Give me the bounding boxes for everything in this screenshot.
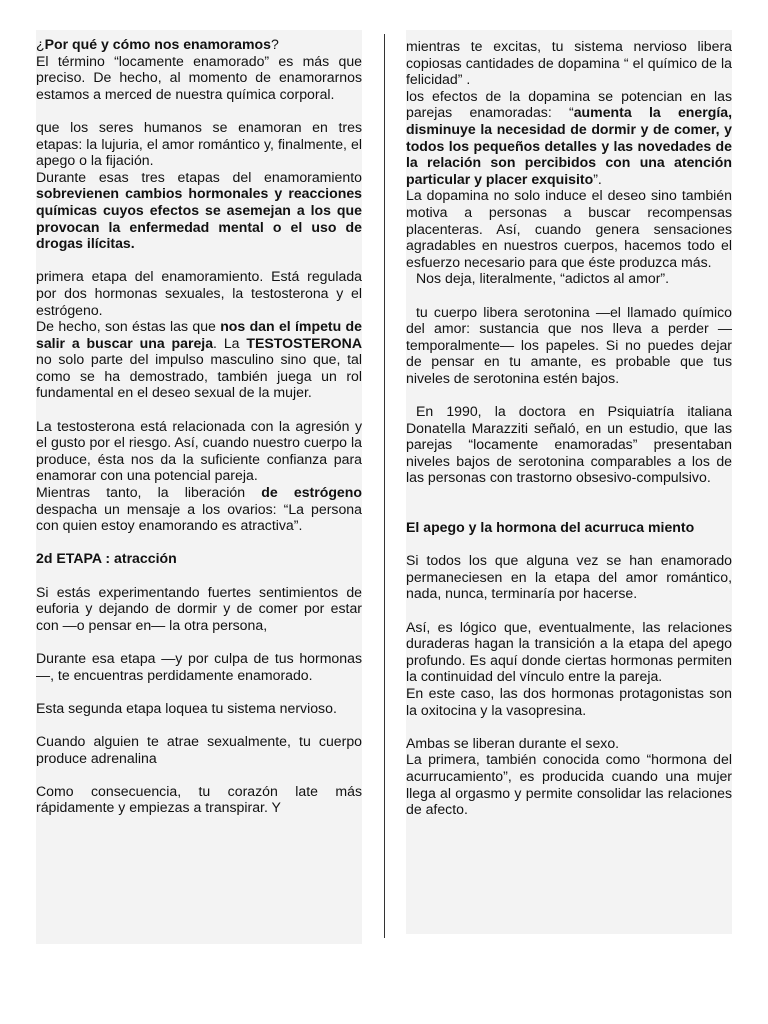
paragraph: En este caso, las dos hormonas protagonistas son la oxitocina y la vasopresina. [406, 684, 732, 718]
title-prefix: ¿ [36, 36, 45, 52]
text-run: no solo parte del impulso masculino sino que, tal como se ha demostrado, también juega un rol fundamental en el deseo sexual de la mujer. [36, 351, 362, 401]
text-run: Mientras tanto, la liberación [36, 484, 262, 501]
bold-text: de estrógeno [261, 484, 362, 501]
paragraph: Si todos los que alguna vez se han enamorado permaneciesen en la etapa del amor romántico, nada, nunca, terminaría por hacerse. [406, 552, 732, 602]
bold-text: sobrevienen cambios hormonales y reacciones químicas cuyos efectos se asemejan a los que provocan la enfermedad mental o el uso de drogas ilícitas. [36, 185, 362, 252]
paragraph: Si estás experimentando fuertes sentimientos de euforia y dejando de dormir y de comer por estar con —o pensar en— la otra persona, [36, 583, 362, 633]
paragraph: Cuando alguien te atrae sexualmente, tu cuerpo produce adrenalina [36, 732, 362, 766]
text-run: . La [213, 334, 247, 351]
paragraph: Durante esa etapa —y por culpa de tus hormonas—, te encuentras perdidamente enamorado. [36, 649, 362, 683]
paragraph: La testosterona está relacionada con la agresión y el gusto por el riesgo. Así, cuando nuestro cuerpo la produce, ésta nos da la suficiente confianza para enamorar con una potencial pareja. [36, 417, 362, 484]
paragraph: La dopamina no solo induce el deseo sino también motiva a personas a buscar recompensas placenteras. Así, cuando genera sensaciones agradables en nuestros cuerpos, hacemos todo el esfuerzo necesario para que éste produzca más. [406, 187, 732, 270]
paragraph: Nos deja, literalmente, “adictos al amor”. [416, 270, 670, 287]
paragraph: Ambas se liberan durante el sexo. [406, 734, 620, 751]
paragraph: En 1990, la doctora en Psiquiatría italiana Donatella Marazziti señaló, en un estudio, que las parejas “locamente enamoradas” presentaban niveles bajos de serotonina comparables a los de las personas con trastorno obsesivo-compulsivo. [406, 403, 732, 486]
text-run: Durante esas tres etapas del enamoramiento [36, 168, 362, 185]
paragraph: El término “locamente enamorado” es más que preciso. De hecho, al momento de enamorarnos estamos a merced de nuestra química corporal. [36, 52, 362, 102]
bold-text: nos dan el ímpetu de salir a buscar una pareja [36, 318, 362, 351]
paragraph: primera etapa del enamoramiento. Está regulada por dos hormonas sexuales, la testosterona y el estrógeno. [36, 268, 362, 318]
text-run: despacha un mensaje a los ovarios: “La persona con quien estoy enamorando es atractiva”. [36, 500, 362, 534]
text-run: De hecho, son éstas las que [36, 318, 221, 335]
right-column [406, 30, 732, 934]
left-column [36, 30, 362, 944]
section-heading: El apego y la hormona del acurruca miento [406, 519, 695, 536]
paragraph: Esta segunda etapa loquea tu sistema nervioso. [36, 699, 337, 716]
paragraph: Así, es lógico que, eventualmente, las relaciones duraderas hagan la transición a la etapa del apego profundo. Es aquí donde ciertas hormonas permiten la continuidad del vínculo entre la pareja. [406, 618, 732, 685]
column-divider [384, 34, 385, 938]
paragraph: mientras te excitas, tu sistema nervioso libera copiosas cantidades de dopamina “ el químico de la felicidad” . [406, 38, 732, 88]
text-run: los efectos de la dopamina se potencian en las parejas enamoradas: “ [406, 87, 732, 121]
title-suffix: ? [270, 36, 279, 52]
text-run: ”. [593, 170, 602, 187]
paragraph [36, 318, 362, 401]
article-title: Por qué y cómo nos enamoramos [44, 36, 271, 52]
paragraph: tu cuerpo libera serotonina —el llamado químico del amor: sustancia que nos lleva a perder —temporalmente— los papeles. Si no puedes dejar de pensar en tu amante, es probable que tus niveles de serotonina estén bajos. [406, 303, 732, 386]
bold-text: TESTOSTERONA [246, 334, 362, 351]
paragraph: La primera, también conocida como “hormona del acurrucamiento”, es producida cuando una mujer llega al orgasmo y permite consolidar las relaciones de afecto. [406, 751, 732, 818]
section-heading: 2d ETAPA : atracción [36, 550, 177, 567]
paragraph: que los seres humanos se enamoran en tres etapas: la lujuria, el amor romántico y, finalmente, el apego o la fijación. [36, 118, 362, 169]
paragraph [36, 484, 362, 534]
paragraph [406, 88, 732, 188]
paragraph: Como consecuencia, tu corazón late más rápidamente y empiezas a transpirar. Y [36, 782, 362, 816]
title-paragraph [36, 36, 362, 53]
bold-text: aumenta la energía, disminuye la necesidad de dormir y de comer, y todos los pequeños detalles y las novedades de la relación son percibidos con una atención particular y placer exquisito [406, 104, 733, 187]
paragraph [36, 169, 362, 252]
